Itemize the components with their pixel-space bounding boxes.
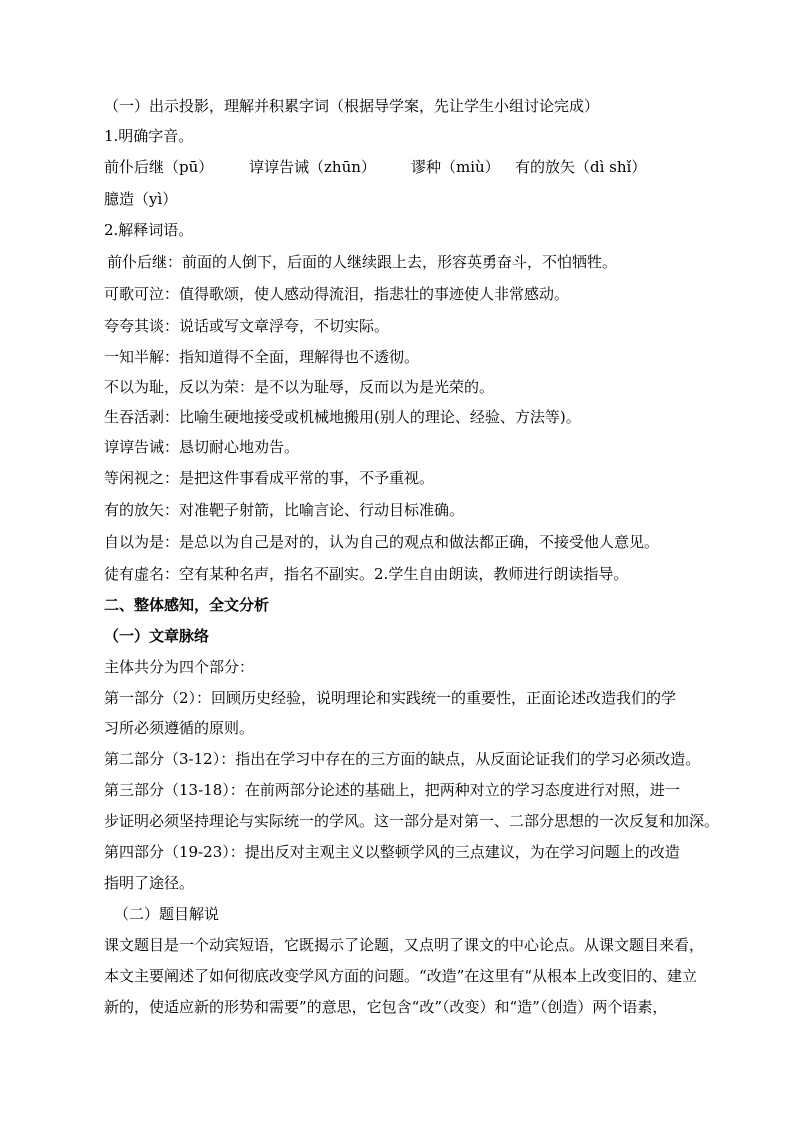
subsection-heading: （一）文章脉络 bbox=[104, 627, 210, 645]
subsection-heading: （二）题目解说 bbox=[114, 905, 220, 923]
pronunciation-item: 有的放矢（dì shǐ） bbox=[515, 158, 647, 176]
paragraph-line: 习所必须遵循的原则。 bbox=[104, 719, 255, 737]
definition-line: 谆谆告诫：恳切耐心地劝告。 bbox=[104, 438, 300, 456]
definition-line: 徒有虚名：空有某种名声，指名不副实。2.学生自由朗读，教师进行朗读指导。 bbox=[104, 565, 629, 583]
paragraph-line: 步证明必须坚持理论与实际统一的学风。这一部分是对第一、二部分思想的一次反复和加深。 bbox=[104, 812, 720, 830]
pronunciation-item: 谆谆告诫（zhūn） bbox=[249, 158, 376, 176]
definition-line: 前仆后继：前面的人倒下，后面的人继续跟上去，形容英勇奋斗，不怕牺牲。 bbox=[107, 253, 618, 271]
definition-line: 等闲视之：是把这件事看成平常的事，不予重视。 bbox=[104, 469, 435, 487]
pronunciation-item: 前仆后继（pū） bbox=[104, 158, 214, 176]
definition-line: 夸夸其谈：说话或写文章浮夸，不切实际。 bbox=[104, 317, 390, 335]
definition-line: 不以为耻，反以为荣：是不以为耻辱，反而以为是光荣的。 bbox=[104, 378, 495, 396]
paragraph-line: 第三部分（13-18）：在前两部分论述的基础上，把两种对立的学习态度进行对照，进一 bbox=[104, 781, 680, 799]
definition-line: 生吞活剥：比喻生硬地接受或机械地搬用(别人的理论、经验、方法等)。 bbox=[104, 408, 581, 426]
text-line: 2.解释词语。 bbox=[104, 221, 194, 239]
paragraph-line: 新的，使适应新的形势和需要”的意思，它包含“改”（改变）和“造”（创造）两个语素， bbox=[104, 998, 668, 1016]
paragraph-line: 本文主要阐述了如何彻底改变学风方面的问题。“改造”在这里有“从根本上改变旧的、建立 bbox=[104, 967, 698, 985]
paragraph-line: 课文题目是一个动宾短语，它既揭示了论题，又点明了课文的中心论点。从课文题目来看， bbox=[104, 936, 705, 954]
text-line: 1.明确字音。 bbox=[104, 127, 194, 145]
definition-line: 可歌可泣：值得歌颂，使人感动得流泪，指悲壮的事迹使人非常感动。 bbox=[104, 285, 570, 303]
text-line: 主体共分为四个部分： bbox=[104, 658, 255, 676]
section-heading-2: 二、整体感知，全文分析 bbox=[104, 596, 270, 614]
paragraph-line: 第一部分（2）：回顾历史经验，说明理论和实践统一的重要性，正面论述改造我们的学 bbox=[104, 689, 677, 707]
definition-line: 有的放矢：对准靶子射箭，比喻言论、行动目标准确。 bbox=[104, 501, 465, 519]
definition-line: 自以为是：是总以为自己是对的，认为自己的观点和做法都正确，不接受他人意见。 bbox=[104, 533, 660, 551]
paragraph-line: 指明了途径。 bbox=[104, 874, 195, 892]
definition-line: 一知半解：指知道得不全面，理解得也不透彻。 bbox=[104, 348, 420, 366]
pronunciation-item: 臆造（yì） bbox=[104, 190, 178, 208]
section-heading-1: （一）出示投影，理解并积累字词（根据导学案，先让学生小组讨论完成） bbox=[104, 97, 600, 115]
paragraph-line: 第二部分（3-12）：指出在学习中存在的三方面的缺点，从反面论证我们的学习必须改造。 bbox=[104, 750, 701, 768]
paragraph-line: 第四部分（19-23）：提出反对主观主义以整顿学风的三点建议，为在学习问题上的改造 bbox=[104, 843, 680, 861]
pronunciation-item: 谬种（miù） bbox=[411, 158, 500, 176]
